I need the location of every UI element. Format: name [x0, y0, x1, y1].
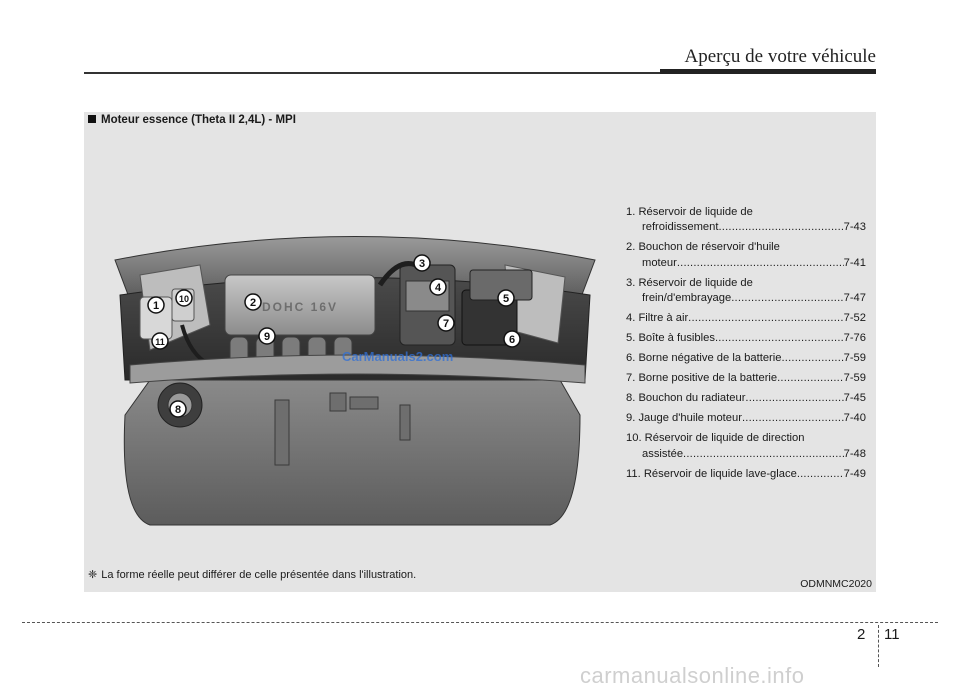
callout-7 — [438, 315, 454, 331]
legend-item — [626, 240, 866, 271]
legend-item-label: 7. Borne positive de la batterie — [626, 372, 778, 385]
illustration-watermark: CarManuals2.com — [342, 349, 454, 364]
legend-item-page: 7-52 — [843, 312, 866, 325]
legend-item-label: 3. Réservoir de liquide de — [626, 276, 753, 289]
legend-item-label: 6. Borne négative de la batterie — [626, 352, 782, 365]
callout-label: 9 — [263, 331, 271, 343]
section-title-text: Moteur essence (Theta II 2,4L) - MPI — [101, 114, 296, 126]
legend-item-page: 7-59 — [843, 372, 866, 385]
legend-item-page: 7-47 — [843, 292, 866, 305]
legend-item-label: 8. Bouchon du radiateur — [626, 392, 746, 405]
illustration-note — [88, 568, 416, 581]
legend-item-label: 4. Filtre à air — [626, 312, 689, 325]
legend-item-page: 7-40 — [843, 412, 866, 425]
legend-item-page: 7-49 — [843, 467, 866, 480]
legend-item-label: 9. Jauge d'huile moteur — [626, 412, 742, 425]
callout-6 — [504, 331, 520, 347]
legend-leader-dots — [742, 411, 844, 426]
legend-leader-dots — [777, 371, 843, 386]
callout-11 — [152, 333, 168, 349]
legend-leader-dots — [683, 447, 844, 462]
callout-10 — [176, 290, 192, 306]
legend-item-label-cont: moteur — [642, 256, 677, 269]
legend-item-label-cont: assistée — [642, 447, 684, 460]
legend-item — [626, 205, 866, 236]
callout-label: 1 — [152, 300, 160, 312]
callout-label: 3 — [418, 258, 426, 270]
callout-3 — [414, 255, 430, 271]
legend-leader-dots — [797, 467, 844, 482]
callout-label: 2 — [249, 297, 257, 309]
callout-2 — [245, 294, 261, 310]
site-watermark: carmanualsonline.info — [580, 663, 805, 688]
callout-1 — [148, 297, 164, 313]
legend-leader-dots — [677, 256, 844, 271]
note-text: La forme réelle peut différer de celle présentée dans l'illustration. — [101, 569, 417, 581]
legend-item — [626, 431, 866, 462]
engine-illustration — [110, 215, 600, 530]
legend-item-page: 7-43 — [843, 221, 866, 234]
legend-item — [626, 311, 866, 326]
callout-label: 4 — [434, 282, 442, 294]
header-title: Aperçu de votre véhicule — [684, 46, 876, 67]
legend-leader-dots — [718, 220, 843, 235]
page-chapter: 2 — [857, 626, 866, 643]
component-legend — [626, 205, 866, 487]
legend-leader-dots — [731, 291, 843, 306]
callout-label: 6 — [508, 334, 516, 346]
callout-5 — [498, 290, 514, 306]
bullet-square-icon — [88, 115, 96, 123]
legend-item — [626, 467, 866, 482]
page-number: 11 — [884, 626, 900, 643]
legend-item-page: 7-41 — [843, 256, 866, 269]
legend-item — [626, 351, 866, 366]
callout-label: 8 — [174, 404, 182, 416]
legend-item-label-cont: frein/d'embrayage — [642, 292, 732, 305]
legend-item-page: 7-76 — [843, 332, 866, 345]
callout-label: 7 — [442, 318, 450, 330]
callout-8 — [170, 401, 186, 417]
legend-item-label: 1. Réservoir de liquide de — [626, 206, 753, 218]
legend-leader-dots — [745, 391, 843, 406]
legend-leader-dots — [782, 351, 844, 366]
note-symbol-icon: ❈ — [88, 569, 98, 581]
footer-vertical-rule — [878, 625, 879, 667]
engine-cover-text: DOHC 16V — [261, 300, 339, 314]
header-rule-thin — [84, 72, 660, 74]
callout-label: 11 — [155, 337, 165, 347]
legend-item-page: 7-48 — [843, 447, 866, 460]
callout-label: 10 — [178, 294, 190, 304]
legend-item-label: 2. Bouchon de réservoir d'huile — [626, 241, 780, 254]
legend-item-label: 11. Réservoir de liquide lave-glace — [626, 467, 797, 480]
legend-item-page: 7-45 — [843, 392, 866, 405]
legend-leader-dots — [688, 311, 843, 326]
callout-9 — [259, 328, 275, 344]
legend-item-page: 7-59 — [843, 352, 866, 365]
footer-dashed-rule — [22, 622, 938, 623]
header-rule-thick — [660, 69, 876, 74]
legend-leader-dots — [715, 331, 844, 346]
legend-item — [626, 391, 866, 406]
legend-item-label: 10. Réservoir de liquide de direction — [626, 432, 805, 445]
legend-item-label-cont: refroidissement — [642, 221, 719, 234]
legend-item — [626, 371, 866, 386]
callout-4 — [430, 279, 446, 295]
legend-item — [626, 331, 866, 346]
legend-item-label: 5. Boîte à fusibles — [626, 332, 715, 345]
callout-label: 5 — [502, 293, 510, 305]
legend-item — [626, 276, 866, 307]
image-code: ODMNMC2020 — [800, 578, 872, 590]
legend-item — [626, 411, 866, 426]
section-title — [88, 114, 296, 126]
